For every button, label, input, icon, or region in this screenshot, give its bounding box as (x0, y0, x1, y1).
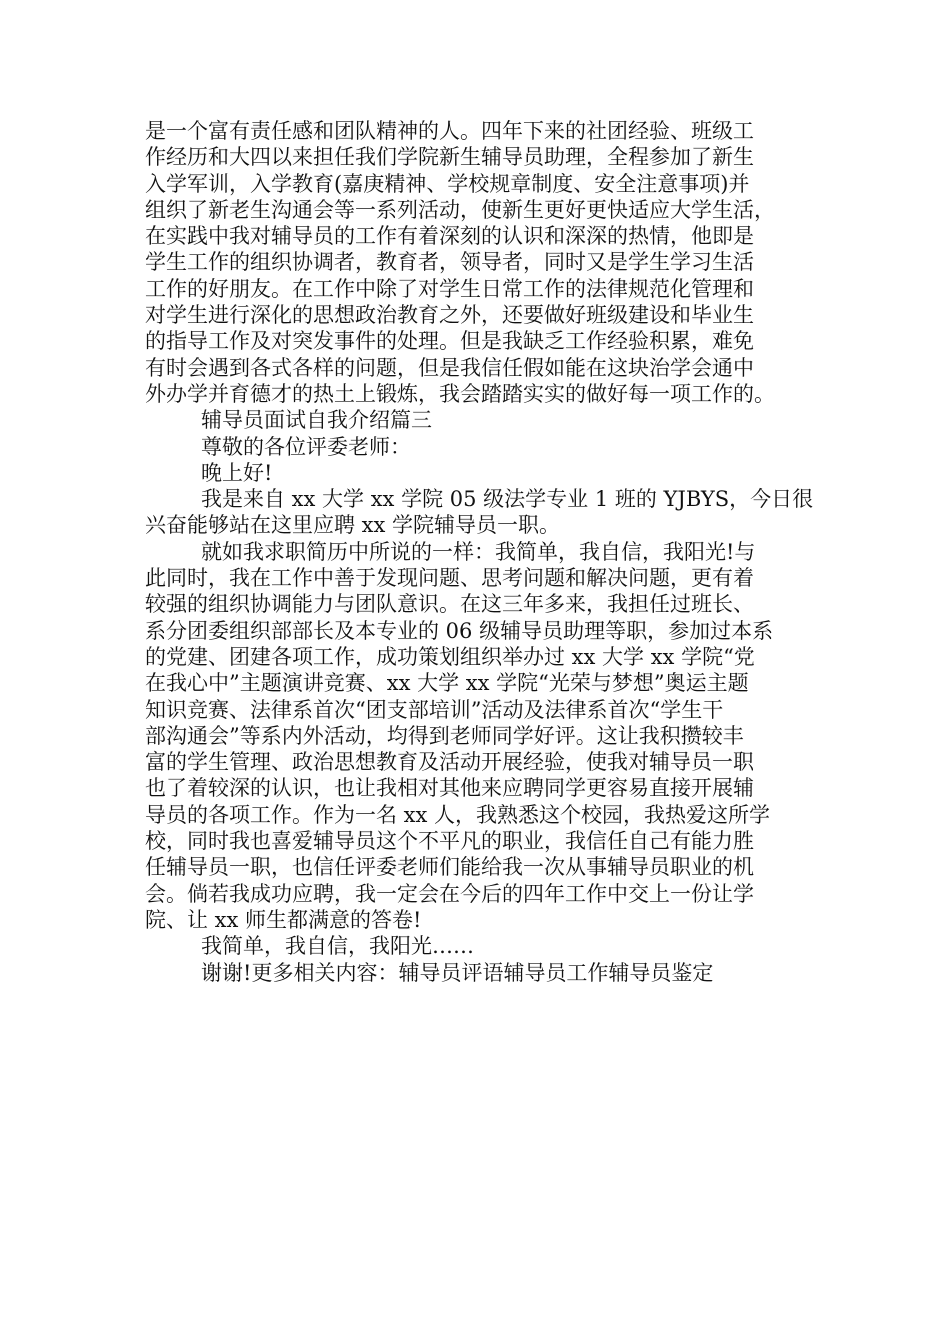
text-line: 兴奋能够站在这里应聘 xx 学院辅导员一职。 (145, 513, 561, 538)
text-line: 任辅导员一职，也信任评委老师们能给我一次从事辅导员职业的机 (145, 855, 754, 880)
text-line: 的指导工作及对突发事件的处理。但是我缺乏工作经验积累，难免 (145, 329, 754, 354)
text-line: 组织了新老生沟通会等一系列活动，使新生更好更快适应大学生活， (145, 197, 775, 222)
text-line: 晚上好! (201, 460, 273, 485)
text-line: 系分团委组织部部长及本专业的 06 级辅导员助理等职，参加过本系 (145, 618, 774, 643)
text-line: 在实践中我对辅导员的工作有着深刻的认识和深深的热情，他即是 (145, 224, 754, 249)
text-line: 此同时，我在工作中善于发现问题、思考问题和解决问题，更有着 (145, 566, 754, 591)
text-line: 谢谢!更多相关内容：辅导员评语辅导员工作辅导员鉴定 (201, 960, 714, 985)
text-line: 作经历和大四以来担任我们学院新生辅导员助理，全程参加了新生 (145, 145, 754, 170)
text-line: 较强的组织协调能力与团队意识。在这三年多来，我担任过班长、 (145, 592, 754, 617)
text-line: 会。倘若我成功应聘，我一定会在今后的四年工作中交上一份让学 (145, 881, 754, 906)
text-line: 知识竞赛、法律系首次“团支部培训”活动及法律系首次“学生干 (145, 697, 724, 722)
text-line: 我是来自 xx 大学 xx 学院 05 级法学专业 1 班的 YJBYS，今日很 (201, 487, 814, 512)
text-line: 有时会遇到各式各样的问题，但是我信任假如能在这块治学会通中 (145, 355, 754, 380)
text-line: 对学生进行深化的思想政治教育之外，还要做好班级建设和毕业生 (145, 303, 754, 328)
text-line: 在我心中”主题演讲竞赛、xx 大学 xx 学院“光荣与梦想”奥运主题 (145, 671, 749, 696)
text-line: 是一个富有责任感和团队精神的人。四年下来的社团经验、班级工 (145, 119, 754, 143)
text-line: 学生工作的组织协调者，教育者，领导者，同时又是学生学习生活 (145, 250, 754, 275)
text-line: 外办学并育德才的热土上锻炼，我会踏踏实实的做好每一项工作的。 (145, 381, 775, 406)
text-line: 部沟通会”等系内外活动，均得到老师同学好评。这让我积攒较丰 (145, 723, 744, 748)
text-line: 富的学生管理、政治思想教育及活动开展经验，使我对辅导员一职 (145, 750, 754, 775)
text-line: 校，同时我也喜爱辅导员这个不平凡的职业，我信任自己有能力胜 (145, 829, 754, 854)
text-line: 工作的好朋友。在工作中除了对学生日常工作的法律规范化管理和 (145, 276, 754, 301)
document-body (145, 118, 817, 986)
text-line: 入学军训，入学教育(嘉庚精神、学校规章制度、安全注意事项)并 (145, 171, 750, 196)
text-line: 我简单，我自信，我阳光…… (201, 934, 474, 959)
text-line: 辅导员面试自我介绍篇三 (201, 408, 432, 433)
text-line: 的党建、团建各项工作，成功策划组织举办过 xx 大学 xx 学院“党 (145, 644, 755, 669)
text-line: 就如我求职简历中所说的一样：我简单，我自信，我阳光!与 (201, 539, 756, 564)
text-line: 院、让 xx 师生都满意的答卷! (145, 907, 422, 932)
text-line: 也了着较深的认识，也让我相对其他来应聘同学更容易直接开展辅 (145, 776, 754, 801)
text-line: 导员的各项工作。作为一名 xx 人，我熟悉这个校园，我热爱这所学 (145, 802, 771, 827)
text-line: 尊敬的各位评委老师： (201, 434, 411, 459)
